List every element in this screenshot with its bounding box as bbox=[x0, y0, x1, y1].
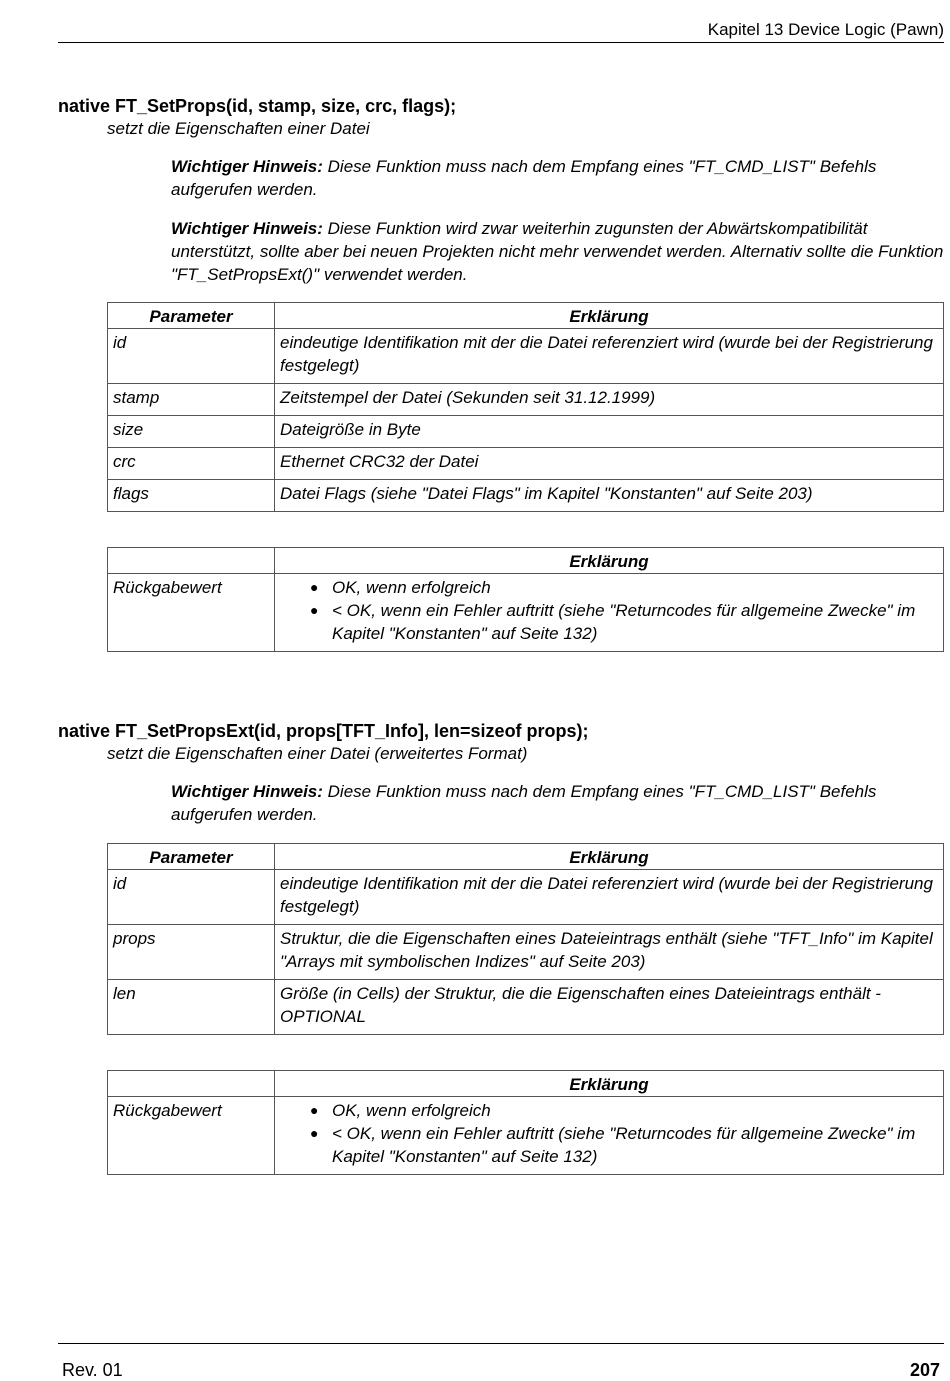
table-row bbox=[108, 384, 944, 416]
column-header: Parameter bbox=[108, 844, 275, 870]
list-item bbox=[310, 576, 938, 599]
list-item bbox=[310, 1099, 938, 1122]
param-name: flags bbox=[108, 480, 275, 512]
note-label: Wichtiger Hinweis: bbox=[171, 157, 323, 176]
return-list bbox=[280, 1099, 938, 1168]
parameter-table bbox=[107, 302, 944, 512]
important-note bbox=[171, 155, 944, 201]
important-note bbox=[171, 780, 944, 826]
column-header bbox=[108, 1071, 275, 1097]
table-row bbox=[108, 925, 944, 980]
function-signature: native FT_SetProps(id, stamp, size, crc, flags); bbox=[58, 96, 457, 116]
important-note bbox=[171, 217, 944, 286]
table-header-row bbox=[108, 1071, 944, 1097]
param-explanation: Struktur, die die Eigenschaften eines Dateieintrags enthält (siehe "TFT_Info" im Kapitel "Arrays mit symbolischen Indizes" auf Seite 203) bbox=[275, 925, 944, 980]
param-explanation: Dateigröße in Byte bbox=[275, 416, 944, 448]
table-row bbox=[108, 1097, 944, 1175]
footer-divider bbox=[58, 1343, 944, 1344]
list-item-text: OK, wenn erfolgreich bbox=[332, 1101, 491, 1120]
list-item bbox=[310, 599, 938, 645]
param-name: id bbox=[108, 329, 275, 384]
return-value-table bbox=[107, 547, 944, 652]
note-text: Diese Funktion muss nach dem Empfang eines "FT_CMD_LIST" Befehls aufgerufen werden. bbox=[171, 157, 877, 199]
bullet-icon: ● bbox=[310, 602, 319, 618]
return-explanation bbox=[275, 574, 944, 652]
parameter-table bbox=[107, 843, 944, 1035]
table-row bbox=[108, 980, 944, 1035]
footer-revision: Rev. 01 bbox=[62, 1360, 123, 1380]
param-name: props bbox=[108, 925, 275, 980]
table-row bbox=[108, 416, 944, 448]
column-header: Erklärung bbox=[275, 548, 944, 574]
param-name: size bbox=[108, 416, 275, 448]
return-explanation bbox=[275, 1097, 944, 1175]
param-name: id bbox=[108, 870, 275, 925]
param-explanation: Ethernet CRC32 der Datei bbox=[275, 448, 944, 480]
param-explanation: Zeitstempel der Datei (Sekunden seit 31.12.1999) bbox=[275, 384, 944, 416]
note-label: Wichtiger Hinweis: bbox=[171, 782, 323, 801]
list-item-text: < OK, wenn ein Fehler auftritt (siehe "Returncodes für allgemeine Zwecke" im Kapitel "Konstanten" auf Seite 132) bbox=[332, 1124, 916, 1166]
param-explanation: eindeutige Identifikation mit der die Datei referenziert wird (wurde bei der Registrierung festgelegt) bbox=[275, 870, 944, 925]
table-row bbox=[108, 329, 944, 384]
param-name: crc bbox=[108, 448, 275, 480]
return-label: Rückgabewert bbox=[108, 574, 275, 652]
column-header: Erklärung bbox=[275, 844, 944, 870]
return-list bbox=[280, 576, 938, 645]
bullet-icon: ● bbox=[310, 1125, 319, 1141]
table-row bbox=[108, 448, 944, 480]
list-item-text: < OK, wenn ein Fehler auftritt (siehe "Returncodes für allgemeine Zwecke" im Kapitel "Konstanten" auf Seite 132) bbox=[332, 601, 916, 643]
table-row bbox=[108, 574, 944, 652]
list-item bbox=[310, 1122, 938, 1168]
note-text: Diese Funktion wird zwar weiterhin zugunsten der Abwärtskompatibilität unterstützt, sollte aber bei neuen Projekten nicht mehr verwendet werden. Alternativ sollte die Funktion "FT_SetPropsExt()" verwendet werden. bbox=[171, 219, 944, 284]
return-value-table bbox=[107, 1070, 944, 1175]
header-divider bbox=[58, 42, 944, 43]
table-header-row bbox=[108, 303, 944, 329]
param-explanation: Datei Flags (siehe "Datei Flags" im Kapitel "Konstanten" auf Seite 203) bbox=[275, 480, 944, 512]
column-header bbox=[108, 548, 275, 574]
page-number: 207 bbox=[909, 1360, 940, 1380]
note-label: Wichtiger Hinweis: bbox=[171, 219, 323, 238]
function-signature: native FT_SetPropsExt(id, props[TFT_Info], len=sizeof props); bbox=[58, 721, 589, 741]
bullet-icon: ● bbox=[310, 1102, 319, 1118]
page-header-chapter: Kapitel 13 Device Logic (Pawn) bbox=[707, 20, 944, 39]
note-text: Diese Funktion muss nach dem Empfang eines "FT_CMD_LIST" Befehls aufgerufen werden. bbox=[171, 782, 877, 824]
return-label: Rückgabewert bbox=[108, 1097, 275, 1175]
table-header-row bbox=[108, 548, 944, 574]
param-explanation: eindeutige Identifikation mit der die Datei referenziert wird (wurde bei der Registrierung festgelegt) bbox=[275, 329, 944, 384]
param-explanation: Größe (in Cells) der Struktur, die die Eigenschaften eines Dateieintrags enthält - OPTIONAL bbox=[275, 980, 944, 1035]
table-row bbox=[108, 480, 944, 512]
column-header: Erklärung bbox=[275, 1071, 944, 1097]
function-description: setzt die Eigenschaften einer Datei (erweitertes Format) bbox=[107, 744, 528, 763]
param-name: len bbox=[108, 980, 275, 1035]
table-header-row bbox=[108, 844, 944, 870]
column-header: Erklärung bbox=[275, 303, 944, 329]
bullet-icon: ● bbox=[310, 579, 319, 595]
list-item-text: OK, wenn erfolgreich bbox=[332, 578, 491, 597]
param-name: stamp bbox=[108, 384, 275, 416]
function-description: setzt die Eigenschaften einer Datei bbox=[107, 119, 370, 138]
table-row bbox=[108, 870, 944, 925]
column-header: Parameter bbox=[108, 303, 275, 329]
